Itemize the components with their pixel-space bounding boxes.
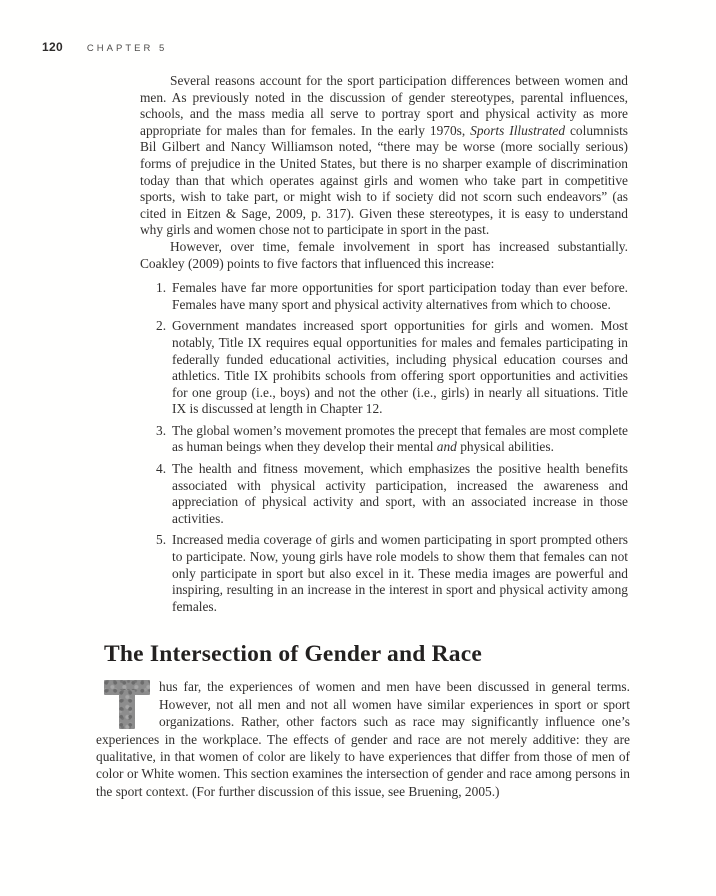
section-intro-text: hus far, the experiences of women and men have been discussed in general terms. However, not all men and not all women have similar experiences in sport or sport organizations. Rather, other factors such as race may significantly influence one’s experiences in the workplace. The effects of gender and race are not merely additive: they are qualitative, in that women of color are likely to have experiences that differ from those of men of color or White women. This section examines the intersection of gender and race among persons in the sport context. (For further discussion of this issue, see Bruening, 2005.) [96,679,630,799]
list-item-text: Increased media coverage of girls and women participating in sport prompted others to participate. Now, young girls have role models to show them that females can not only participate in sport but also excel in it. These media images are powerful and inspiring, resulting in an increase in the interest in sport and physical activity among females. [172,532,628,614]
drop-cap-stem-shape [119,690,135,729]
running-head [42,40,167,54]
list-item [140,280,628,313]
paragraph-female-involvement: However, over time, female involvement in sport has increased substantially. Coakley (2009) points to five factors that influenced this increase: [140,238,628,271]
body-text-block [140,73,628,615]
five-factors-list [140,280,628,615]
drop-cap-letter-t [104,680,150,729]
page-body [0,73,716,800]
section-gender-and-race [96,640,630,800]
list-item [140,423,628,456]
list-item [140,461,628,527]
list-number: 4. [156,461,167,477]
section-intro-paragraph [96,678,630,800]
list-number: 2. [156,318,167,334]
section-heading: The Intersection of Gender and Race [104,641,482,668]
chapter-label: CHAPTER 5 [86,43,168,54]
list-item-text: The global women’s movement promotes the precept that females are most complete as human beings when they develop their mental and physical abilities. [172,422,628,455]
page-number: 120 [42,40,63,54]
list-number: 1. [156,280,167,296]
list-item [140,532,628,615]
paragraph-sport-participation: Several reasons account for the sport participation differences between women and men. As previously noted in the discussion of gender stereotypes, parental influences, schools, and the mass media all serve to portray sport and physical activity as more appropriate for males than for females. In the early 1970s, Sports Illustrated columnists Bil Gilbert and Nancy Williamson noted, “there may be worse (more socially serious) forms of prejudice in the United States, but there is no sharper example of discrimination today than that which operates against girls and women who take part in competitive sports, wish to take part, or might wish to if society did not scorn such endeavors” (as cited in Eitzen & Sage, 2009, p. 317). Given these stereotypes, it is easy to understand why girls and women chose not to participate in sport in the past. [140,73,628,238]
list-item-text: Government mandates increased sport opportunities for girls and women. Most notably, Title IX requires equal opportunities for males and females participating in federally funded educational activities, including physical education courses and athletics. Title IX prohibits schools from offering sport opportunities and activities for one group (i.e., boys) and not the other (i.e., girls) in nearly all situations. Title IX is discussed at length in Chapter 12. [172,318,628,417]
list-number: 3. [156,422,167,438]
list-item-text: The health and fitness movement, which emphasizes the positive health benefits associated with physical activity participation, increased the awareness and appreciation of physical activity and sport, with an associated increase in those activities. [172,461,628,526]
list-item-text: Females have far more opportunities for sport participation today than ever before. Females have many sport and physical activity alternatives from which to choose. [172,280,628,312]
list-item [140,318,628,418]
list-number: 5. [156,532,167,548]
